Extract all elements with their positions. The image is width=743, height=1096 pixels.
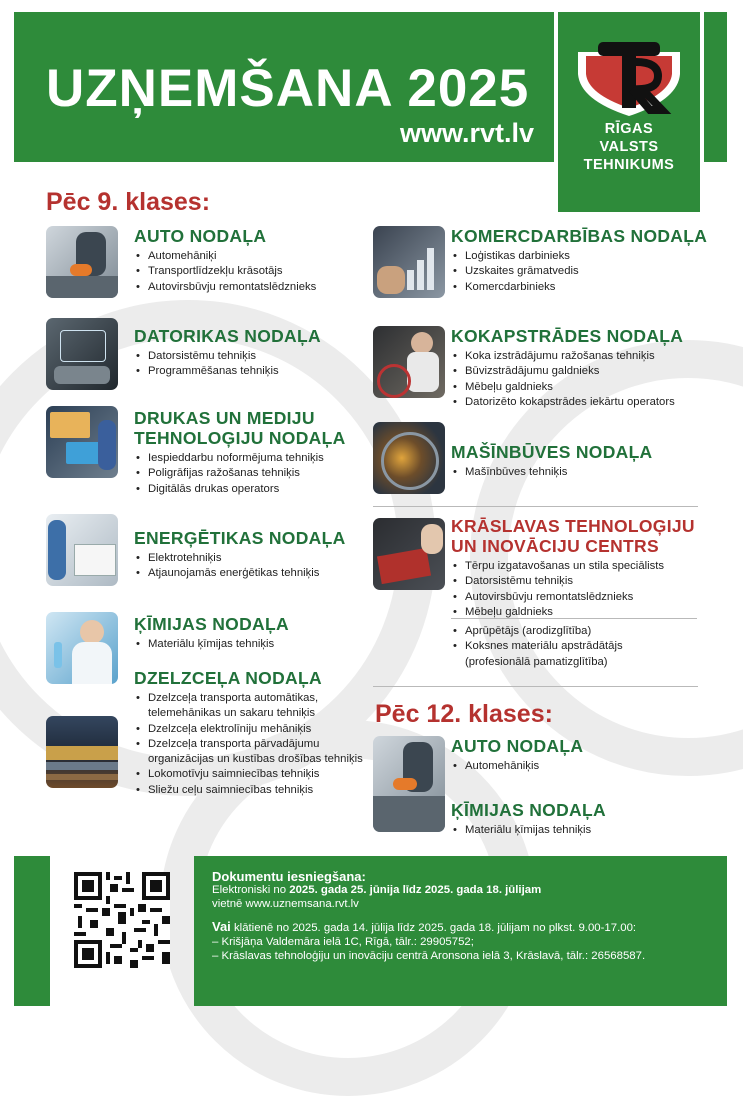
divider (451, 618, 697, 619)
footer-line-3: Vai klātienē no 2025. gada 14. jūlija līdz 2025. gada 18. jūlijam no plkst. 9.00-17.00: (212, 919, 637, 935)
dept-title: ENERĢĒTIKAS NODAĻA (134, 528, 346, 548)
list-item: • Autovirsbūvju remontatslēdznieks (451, 590, 721, 605)
dept-auto-12 (451, 736, 711, 774)
list-item: • Dzelzceļa transporta pārvadājumu organizācijas un kustības drošības tehniķis (134, 737, 374, 768)
list-item: • Koka izstrādājumu ražošanas tehniķis (451, 349, 721, 364)
logo-text: RĪGAS VALSTS TEHNIKUMS (583, 121, 675, 173)
list-item: • Datorsistēmu tehniķis (134, 349, 369, 364)
list-item: • Būvizstrādājumu galdnieks (451, 364, 721, 379)
dept-title: ĶĪMIJAS NODAĻA (451, 800, 606, 820)
komercdarbiba-photo (373, 226, 445, 298)
dept-datorika (134, 326, 369, 380)
dept-title: KRĀSLAVAS TEHNOLOĢIJU UN INOVĀCIJU CENTRS (451, 516, 695, 556)
list-item: • Koksnes materiālu apstrādātājs (451, 639, 721, 654)
dept-auto (134, 226, 369, 295)
dept-title: KOMERCDARBĪBAS NODAĻA (451, 226, 708, 246)
list-item: • Sliežu ceļu saimniecības tehniķis (134, 783, 374, 798)
dept-masinbuve (451, 442, 711, 480)
footer-line-2: vietnē www.uznemsana.rvt.lv (212, 897, 359, 910)
dept-drukas (134, 408, 374, 497)
list-item: • Materiālu ķīmijas tehniķis (134, 637, 369, 652)
page-title: UZŅEMŠANA 2025 (46, 59, 530, 118)
dept-title: AUTO NODAĻA (134, 226, 267, 246)
dept-kraslava (451, 516, 721, 670)
list-item: • Materiālu ķīmijas tehniķis (451, 823, 711, 838)
dept-dzelzcels (134, 668, 374, 798)
list-item: • Automehāniķis (451, 759, 711, 774)
kimija-photo (46, 612, 118, 684)
footer-heading: Dokumentu iesniegšana: (212, 869, 366, 884)
list-item: • Programmēšanas tehniķis (134, 364, 369, 379)
website-url[interactable]: www.rvt.lv (400, 118, 535, 148)
list-item: • Aprūpētājs (arodizglītība) (451, 624, 721, 639)
divider (373, 686, 698, 687)
dept-title: KOKAPSTRĀDES NODAĻA (451, 326, 684, 346)
footer-info (194, 856, 727, 1006)
footer-line-4: – Krišjāņa Valdemāra ielā 1C, Rīgā, tālr.: 29905752; (212, 936, 474, 949)
list-item: • Datorsistēmu tehniķis (451, 574, 721, 589)
list-item: • Elektrotehniķis (134, 551, 369, 566)
kraslava-photo (373, 518, 445, 590)
list-item: • Loģistikas darbinieks (451, 249, 711, 264)
qr-code[interactable] (74, 872, 170, 968)
footer-line-5: – Krāslavas tehnoloģiju un inovāciju centrā Aronsona ielā 3, Krāslavā, tālr.: 26568587. (212, 949, 646, 962)
dzelzcels-photo (46, 716, 118, 788)
datorika-photo (46, 318, 118, 390)
after12-photo (373, 736, 445, 832)
list-item: • Komercdarbinieks (451, 280, 711, 295)
dept-kokapstrade (451, 326, 721, 410)
list-item: • Transportlīdzekļu krāsotājs (134, 264, 369, 279)
list-item: • Dzelzceļa elektrolīniju mehāniķis (134, 722, 374, 737)
list-item: • Poligrāfijas ražošanas tehniķis (134, 466, 374, 481)
section-heading-after-9: Pēc 9. klases: (46, 188, 211, 216)
footer-strip-left (14, 856, 50, 1006)
auto-photo (46, 226, 118, 298)
dept-komercdarbiba (451, 226, 711, 295)
list-item: • Lokomotīvju saimniecības tehniķis (134, 767, 374, 782)
dept-title: DRUKAS UN MEDIJU TEHNOLOĢIJU NODAĻA (134, 408, 346, 448)
qr-code-icon (74, 872, 170, 968)
dept-title: ĶĪMIJAS NODAĻA (134, 614, 289, 634)
list-item: • Uzskaites grāmatvedis (451, 264, 711, 279)
section-heading-after-12: Pēc 12. klases: (375, 700, 553, 728)
dept-kimija-12 (451, 800, 711, 838)
masinbuve-photo (373, 422, 445, 494)
list-item: • Dzelzceļa transporta automātikas, telemehānikas un sakaru tehniķis (134, 691, 374, 722)
list-item: • Automehāniķi (134, 249, 369, 264)
dept-kimija (134, 614, 369, 652)
dept-title: MAŠĪNBŪVES NODAĻA (451, 442, 653, 462)
list-item: • Datorizēto kokapstrādes iekārtu operators (451, 395, 721, 410)
list-item: • Iespieddarbu noformējuma tehniķis (134, 451, 374, 466)
footer-line-1: Elektroniski no 2025. gada 25. jūnija līdz 2025. gada 18. jūlijam (212, 883, 542, 896)
header-strip-right (704, 12, 727, 162)
rvt-emblem-icon (558, 12, 700, 120)
list-item: (profesionālā pamatizglītība) (465, 655, 608, 668)
dept-title: DATORIKAS NODAĻA (134, 326, 321, 346)
list-item: • Atjaunojamās enerģētikas tehniķis (134, 566, 369, 581)
list-item: • Digitālās drukas operators (134, 482, 374, 497)
list-item: • Mēbeļu galdnieks (451, 605, 721, 620)
drukas-photo (46, 406, 118, 478)
list-item: • Mēbeļu galdnieks (451, 380, 721, 395)
kokapstrade-photo (373, 326, 445, 398)
list-item: • Mašīnbūves tehniķis (451, 465, 711, 480)
school-logo (558, 12, 700, 212)
dept-title: AUTO NODAĻA (451, 736, 584, 756)
divider (373, 506, 698, 507)
dept-title: DZELZCEĻA NODAĻA (134, 668, 322, 688)
dept-energetika (134, 528, 369, 582)
list-item: • Autovirsbūvju remontatslēdznieks (134, 280, 369, 295)
energetika-photo (46, 514, 118, 586)
list-item: • Tērpu izgatavošanas un stila speciālists (451, 559, 721, 574)
